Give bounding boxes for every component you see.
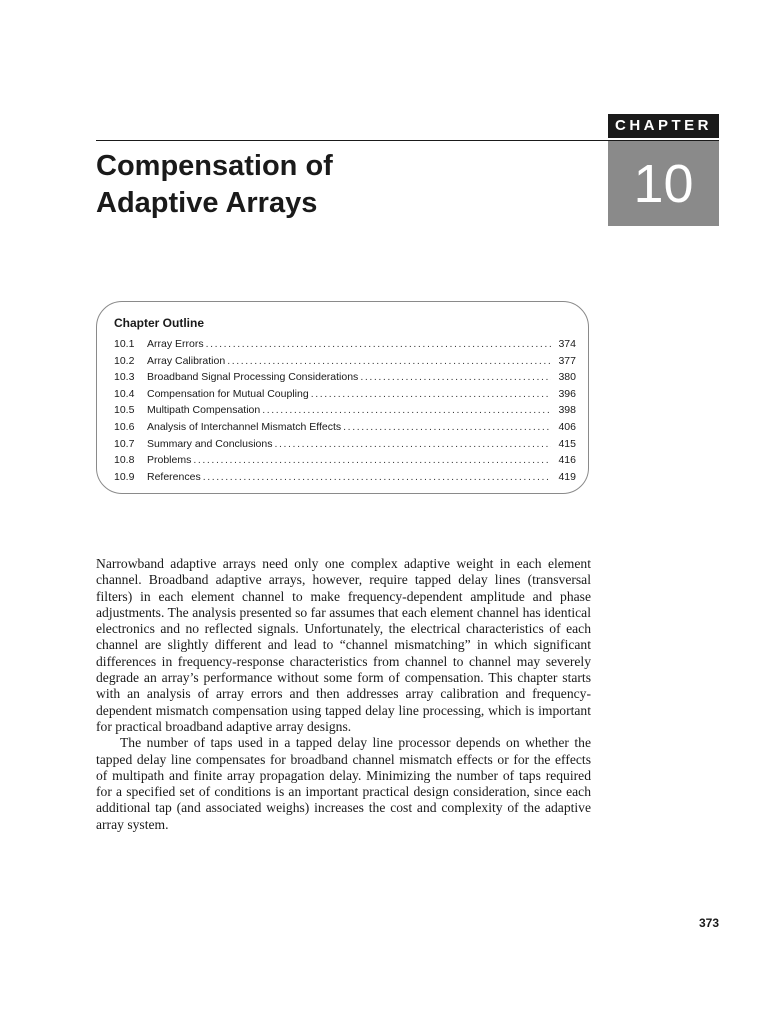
toc-entry[interactable] <box>114 353 576 370</box>
toc-section-number: 10.5 <box>114 404 135 417</box>
toc-section-number: 10.4 <box>114 387 135 400</box>
toc-page-number: 416 <box>558 454 576 467</box>
body-paragraph-2: The number of taps used in a tapped delay line processor depends on whether the tapped delay line compensates for broadband channel mismatch effects or for the effects of multipath and finite array propagation delay. Minimizing the number of taps required for a specified set of conditions is an important practical design consideration, since each additional tap (and associated weighs) increases the cost and complexity of the adaptive array system. <box>96 735 591 832</box>
toc-page-number: 396 <box>558 387 576 400</box>
toc-leader-dots <box>360 369 551 386</box>
toc-page-number: 398 <box>558 404 576 417</box>
toc-section-number: 10.2 <box>114 354 135 367</box>
toc-section-title: Problems <box>147 454 192 467</box>
toc-page-number: 415 <box>558 437 576 450</box>
toc-page-number: 419 <box>558 470 576 483</box>
toc-leader-dots <box>311 386 551 403</box>
toc-section-title: References <box>147 470 201 483</box>
toc-leader-dots <box>262 402 551 419</box>
table-of-contents <box>114 336 576 485</box>
toc-section-title: Summary and Conclusions <box>147 437 273 450</box>
chapter-number: 10 <box>608 141 719 226</box>
chapter-title-line-2: Adaptive Arrays <box>96 187 318 219</box>
toc-entry[interactable] <box>114 469 576 486</box>
toc-section-title: Broadband Signal Processing Considerations <box>147 371 359 384</box>
body-text <box>96 556 591 833</box>
chapter-title-line-1: Compensation of <box>96 150 333 182</box>
toc-section-number: 10.7 <box>114 437 135 450</box>
toc-leader-dots <box>206 336 551 353</box>
toc-leader-dots <box>343 419 551 436</box>
toc-leader-dots <box>193 452 551 469</box>
toc-section-title: Analysis of Interchannel Mismatch Effects <box>147 420 342 433</box>
toc-section-number: 10.3 <box>114 371 135 384</box>
toc-section-title: Array Calibration <box>147 354 226 367</box>
toc-leader-dots <box>227 353 551 370</box>
toc-page-number: 374 <box>558 338 576 350</box>
body-paragraph-1: Narrowband adaptive arrays need only one complex adaptive weight in each element channel. Broadband adaptive arrays, however, require tapped delay lines (transversal filters) in each element channel to make frequency-dependent amplitude and phase adjustments. The analysis presented so far assumes that each element channel has identical electronics and no reflected signals. Unfortunately, the electrical characteristics of each channel are slightly different and lead to “channel mismatching” in which significant differences in frequency-response characteristics from channel to channel may severely degrade an array’s performance without some form of compensation. This chapter starts with an analysis of array errors and then addresses array calibration and frequency-dependent mismatch compensation using tapped delay line processing, which is important for practical broadband adaptive array designs. <box>96 556 591 734</box>
toc-entry[interactable] <box>114 452 576 469</box>
toc-page-number: 380 <box>558 371 576 384</box>
toc-section-title: Array Errors <box>147 338 204 350</box>
chapter-outline-heading: Chapter Outline <box>114 316 205 330</box>
toc-entry[interactable] <box>114 402 576 419</box>
toc-entry[interactable] <box>114 436 576 453</box>
toc-entry[interactable] <box>114 419 576 436</box>
toc-section-number: 10.1 <box>114 338 135 350</box>
toc-section-number: 10.8 <box>114 454 135 467</box>
chapter-outline-box <box>96 301 589 494</box>
toc-leader-dots <box>203 469 551 486</box>
toc-section-number: 10.6 <box>114 420 135 433</box>
toc-entry[interactable] <box>114 336 576 353</box>
toc-section-title: Compensation for Mutual Coupling <box>147 387 309 400</box>
toc-entry[interactable] <box>114 369 576 386</box>
page-number: 373 <box>698 916 719 930</box>
toc-section-title: Multipath Compensation <box>147 404 261 417</box>
chapter-title <box>96 148 576 222</box>
chapter-label: CHAPTER <box>608 114 719 138</box>
toc-leader-dots <box>274 436 551 453</box>
toc-section-number: 10.9 <box>114 470 135 483</box>
toc-page-number: 377 <box>558 354 576 367</box>
toc-page-number: 406 <box>558 420 576 433</box>
toc-entry[interactable] <box>114 386 576 403</box>
